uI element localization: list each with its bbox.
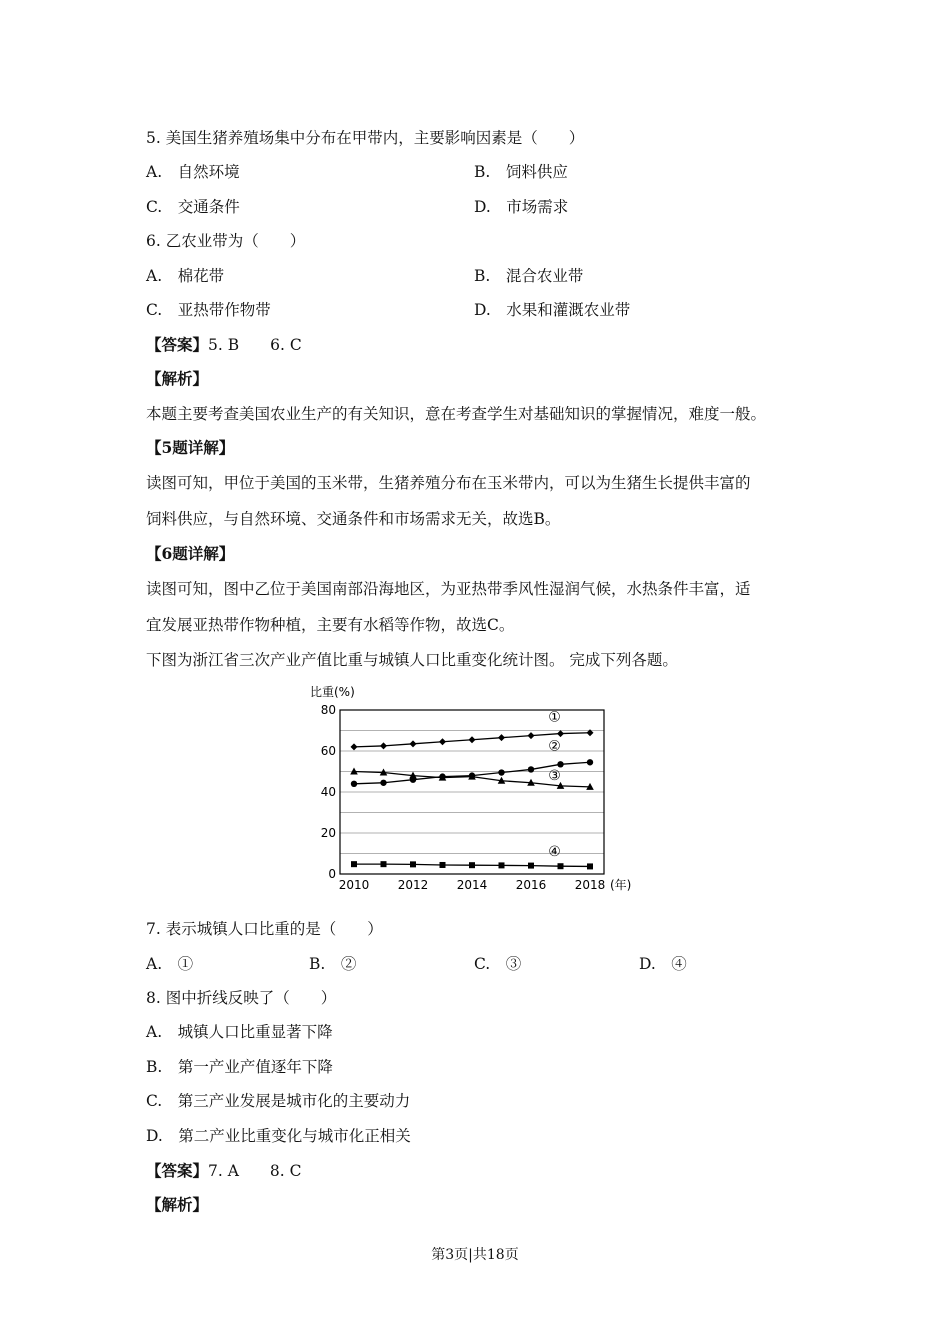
data-point xyxy=(557,761,563,767)
data-point xyxy=(528,766,534,772)
x-tick-label: 2010 xyxy=(338,878,370,892)
answer-text: 7. A 8. C xyxy=(208,1162,302,1180)
q8-option-a: A. 城镇人口比重显著下降 xyxy=(146,1023,333,1041)
q6-option-a: A. 棉花带 xyxy=(146,267,225,285)
analysis-label: 【解析】 xyxy=(146,1195,209,1214)
detail-5-label: 【5题详解】 xyxy=(146,438,235,457)
chart-grid xyxy=(340,731,604,854)
analysis-label: 【解析】 xyxy=(146,369,209,388)
data-point xyxy=(587,759,593,765)
answer-label: 【答案】 xyxy=(146,335,209,354)
data-point xyxy=(469,862,475,868)
series-label: ③ xyxy=(548,767,561,784)
series-label: ① xyxy=(548,709,561,726)
x-tick-label: 2014 xyxy=(456,878,488,892)
y-tick-label: 60 xyxy=(320,744,336,758)
q5-option-a: A. 自然环境 xyxy=(146,163,240,181)
detail-6-label: 【6题详解】 xyxy=(146,544,235,563)
q8-option-c: C. 第三产业发展是城市化的主要动力 xyxy=(146,1092,411,1110)
answer-text: 5. B 6. C xyxy=(208,336,302,354)
q8-option-d: D. 第二产业比重变化与城市化正相关 xyxy=(146,1127,411,1145)
industry-urbanization-chart xyxy=(310,683,640,895)
q5-stem: 5. 美国生猪养殖场集中分布在甲带内，主要影响因素是（ ） xyxy=(146,129,585,147)
x-tick-label: 2018 xyxy=(574,878,606,892)
y-tick-label: 80 xyxy=(320,703,336,717)
detail-5-line-1: 读图可知，甲位于美国的玉米带，生猪养殖分布在玉米带内，可以为生猪生长提供丰富的 xyxy=(146,474,751,492)
q8-option-b: B. 第一产业产值逐年下降 xyxy=(146,1058,333,1076)
q5-option-b: B. 饲料供应 xyxy=(474,163,568,181)
detail-6-line-1: 读图可知，图中乙位于美国南部沿海地区，为亚热带季风性湿润气候，水热条件丰富，适 xyxy=(146,580,751,598)
data-point xyxy=(380,780,386,786)
data-point xyxy=(498,769,504,775)
q7-option-c: C. ③ xyxy=(474,955,522,973)
data-point xyxy=(499,862,505,868)
data-point xyxy=(439,738,446,745)
data-point xyxy=(410,740,417,747)
data-point xyxy=(351,781,357,787)
q6-option-b: B. 混合农业带 xyxy=(474,267,584,285)
q7-option-a: A. ① xyxy=(146,955,194,973)
data-point xyxy=(380,742,387,749)
data-point xyxy=(557,730,564,737)
data-point xyxy=(587,863,593,869)
y-tick-label: 40 xyxy=(320,785,336,799)
y-tick-label: 20 xyxy=(320,826,336,840)
q8-stem: 8. 图中折线反映了（ ） xyxy=(146,989,337,1007)
q6-option-c: C. 亚热带作物带 xyxy=(146,301,271,319)
q7-stem: 7. 表示城镇人口比重的是（ ） xyxy=(146,920,383,938)
data-point xyxy=(469,736,476,743)
data-point xyxy=(351,861,357,867)
x-tick-label: 2016 xyxy=(515,878,547,892)
page-footer: 第3页|共18页 xyxy=(431,1247,519,1263)
data-point xyxy=(351,743,358,750)
detail-6-line-2: 宜发展亚热带作物种植，主要有水稻等作物，故选C。 xyxy=(146,616,515,634)
data-point xyxy=(528,863,534,869)
data-point xyxy=(528,732,535,739)
intro-7-8: 下图为浙江省三次产业产值比重与城镇人口比重变化统计图。 完成下列各题。 xyxy=(146,651,678,669)
answer-label: 【答案】 xyxy=(146,1161,209,1180)
series-label: ② xyxy=(548,738,561,755)
q5-option-d: D. 市场需求 xyxy=(474,198,569,216)
y-axis-label: 比重(%) xyxy=(310,685,355,699)
answer-7-8 xyxy=(146,1160,302,1182)
q7-option-b: B. ② xyxy=(309,955,357,973)
data-point xyxy=(498,734,505,741)
data-point xyxy=(381,861,387,867)
detail-5-line-2: 饲料供应，与自然环境、交通条件和市场需求无关，故选B。 xyxy=(146,510,561,528)
x-axis-label: (年) xyxy=(610,878,632,892)
data-point xyxy=(440,862,446,868)
data-point xyxy=(410,861,416,867)
answer-5-6 xyxy=(146,334,302,356)
q7-option-d: D. ④ xyxy=(639,955,687,973)
x-tick-label: 2012 xyxy=(397,878,429,892)
q6-stem: 6. 乙农业带为（ ） xyxy=(146,232,306,250)
series-label: ④ xyxy=(548,844,561,861)
q5-option-c: C. 交通条件 xyxy=(146,198,240,216)
analysis-intro: 本题主要考查美国农业生产的有关知识，意在考查学生对基础知识的掌握情况，难度一般。 xyxy=(146,405,767,423)
q6-option-d: D. 水果和灌溉农业带 xyxy=(474,301,631,319)
data-point xyxy=(558,863,564,869)
y-tick-label: 0 xyxy=(328,867,336,881)
